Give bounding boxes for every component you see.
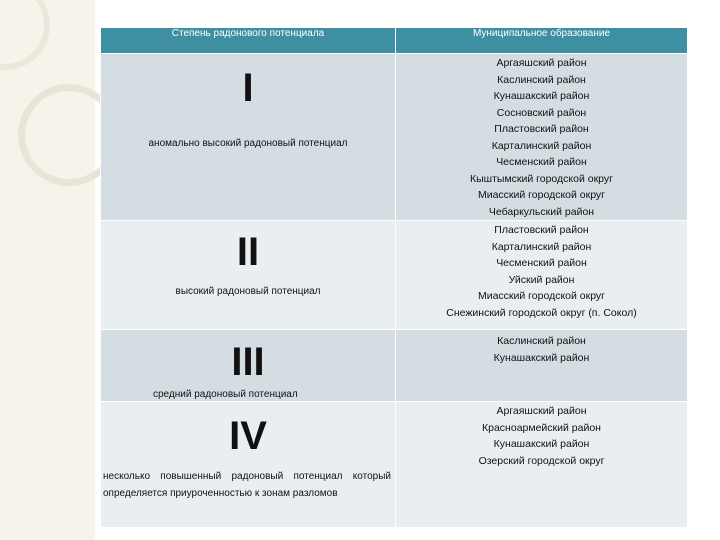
municipality-item: Карталинский район xyxy=(491,139,592,152)
degree-label: высокий радоновый потенциал xyxy=(175,286,321,297)
municipality-item: Кунашакский район xyxy=(493,438,590,450)
degree-label: несколько повышенный радоновый потенциал который определяется приуроченностью к зонам разломов xyxy=(103,471,391,499)
degree-numeral: IV xyxy=(229,414,267,458)
municipality-item: Чесменский район xyxy=(496,257,587,269)
degree-cell xyxy=(101,221,396,330)
municipality-cell xyxy=(396,402,688,528)
municipality-item: Чебаркульский район xyxy=(488,205,595,218)
degree-numeral: III xyxy=(231,340,265,384)
table-row xyxy=(101,402,688,528)
municipality-item: Пластовский район xyxy=(494,224,589,236)
radon-potential-table xyxy=(100,27,688,528)
municipality-item: Красноармейский район xyxy=(482,421,601,434)
degree-label: аномально высокий радоновый потенциал xyxy=(148,138,348,149)
municipality-cell xyxy=(396,221,688,330)
municipality-item: Снежинский городской округ (п. Сокол) xyxy=(446,306,637,319)
municipality-item: Кунашакский район xyxy=(493,351,590,364)
municipality-item: Каслинский район xyxy=(497,73,586,86)
municipality-item: Пластовский район xyxy=(494,123,589,135)
degree-cell xyxy=(101,330,396,402)
degree-numeral: I xyxy=(242,66,254,110)
municipality-item: Кыштымский городской округ xyxy=(470,172,613,185)
municipality-item: Каслинский район xyxy=(497,335,586,347)
municipality-cell xyxy=(396,54,688,221)
header-radon-degree: Степень радонового потенциала xyxy=(101,28,396,54)
municipality-item: Миасский городской округ xyxy=(477,189,606,201)
degree-label: средний радоновый потенциал xyxy=(153,389,298,400)
municipality-item: Озерский городской округ xyxy=(478,454,605,467)
table-row xyxy=(101,221,688,330)
degree-cell xyxy=(101,402,396,528)
table-header-row xyxy=(101,28,688,54)
municipality-item: Уйский район xyxy=(508,273,575,286)
table-row xyxy=(101,330,688,402)
degree-numeral: II xyxy=(236,230,260,274)
municipality-item: Аргаяшский район xyxy=(496,57,587,69)
degree-cell xyxy=(101,54,396,221)
municipality-item: Чесменский район xyxy=(496,156,587,168)
table-row xyxy=(101,54,688,221)
municipality-item: Карталинский район xyxy=(491,240,592,253)
municipality-item: Аргаяшский район xyxy=(496,405,587,417)
municipality-item: Кунашакский район xyxy=(493,90,590,102)
municipality-item: Миасский городской округ xyxy=(477,290,606,302)
slide-background-left xyxy=(0,0,95,540)
municipality-item: Сосновский район xyxy=(496,106,587,119)
municipality-cell xyxy=(396,330,688,402)
header-municipality: Муниципальное образование xyxy=(396,28,688,54)
decorative-ring-top xyxy=(0,0,50,70)
